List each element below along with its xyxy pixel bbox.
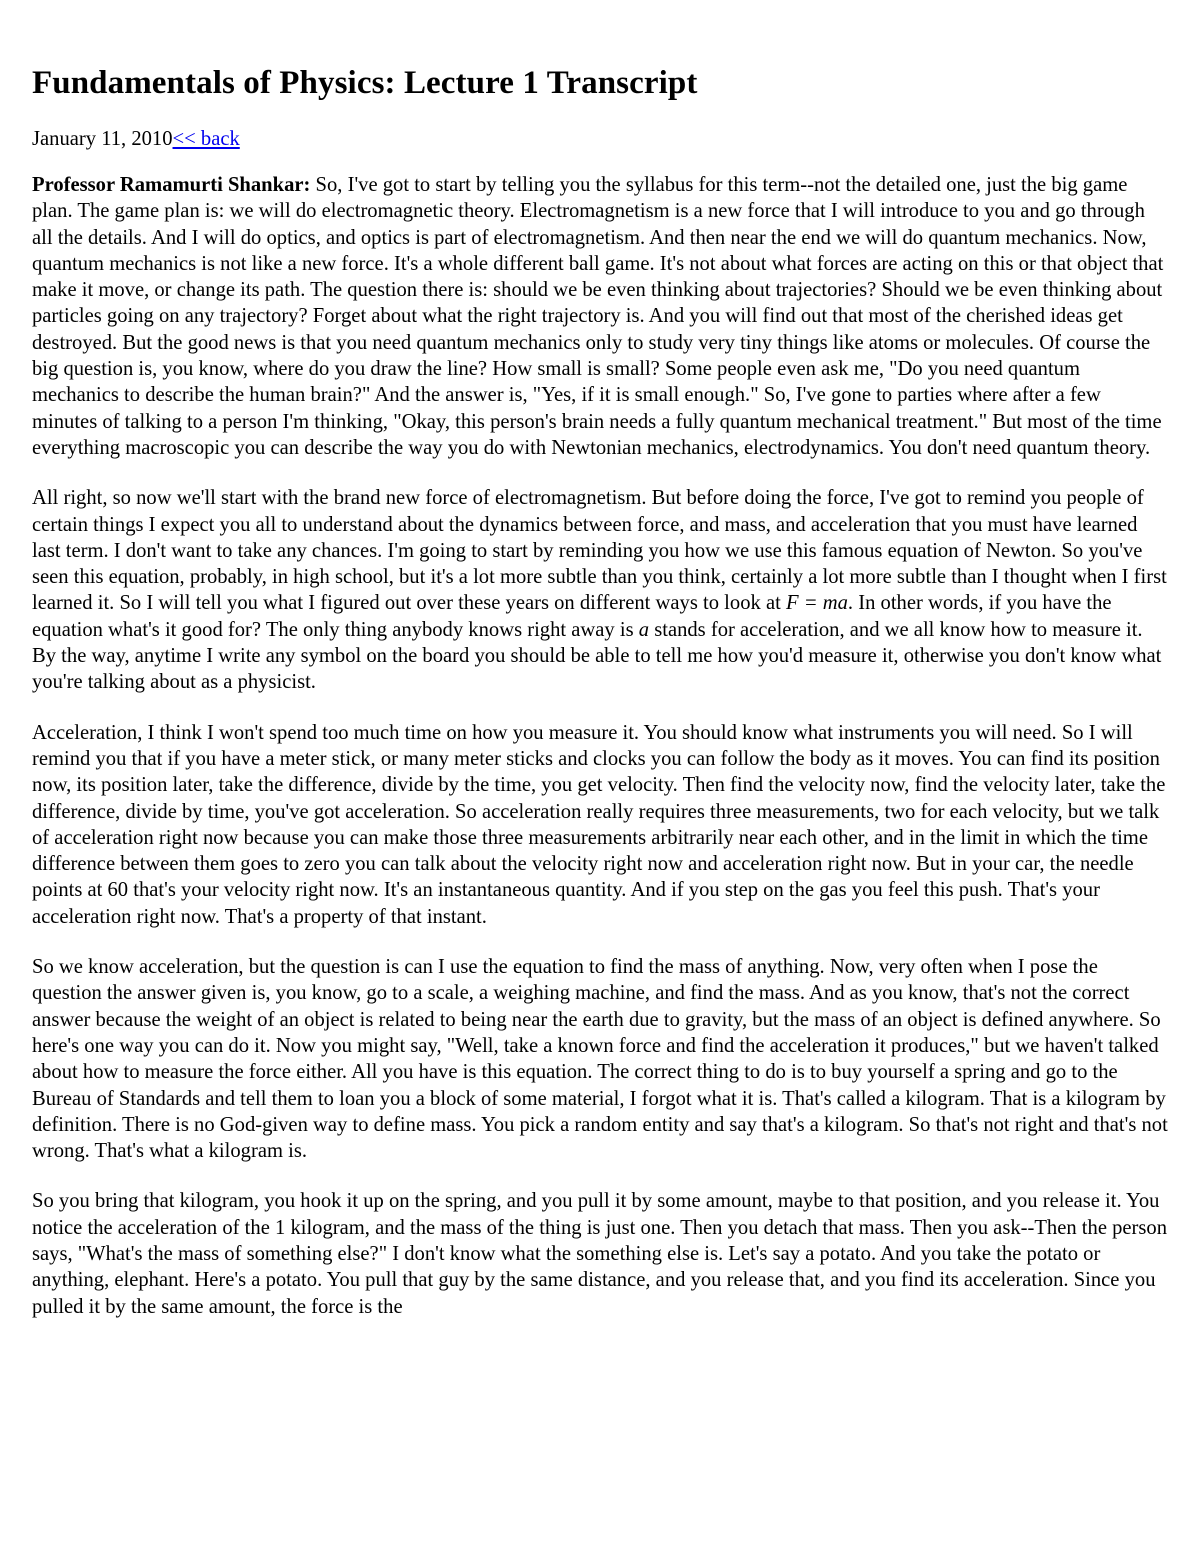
paragraph-1 bbox=[32, 172, 1168, 461]
paragraph-3: Acceleration, I think I won't spend too much time on how you measure it. You should know what instruments you will need. So I will remind you that if you have a meter stick, or many meter sticks and clocks you can follow the body as it moves. You can find its position now, its position later, take the difference, divide by the time, you get velocity. Then find the velocity now, find the velocity later, take the difference, divide by time, you've got acceleration. So acceleration really requires three measurements, two for each velocity, but we talk of acceleration right now because you can make those three measurements arbitrarily near each other, and in the limit in which the time difference between them goes to zero you can talk about the velocity right now and acceleration right now. But in your car, the needle points at 60 that's your velocity right now. It's an instantaneous quantity. And if you step on the gas you feel this push. That's your acceleration right now. That's a property of that instant. bbox=[32, 721, 1166, 928]
paragraph-1-text: So, I've got to start by telling you the syllabus for this term--not the detailed one, just the big game plan. The game plan is: we will do electromagnetic theory. Electromagnetism is a new force that I will introduce to you and go through all the details. And I will do optics, and optics is part of electromagnetism. And then near the end we will do quantum mechanics. Now, quantum mechanics is not like a new force. It's a whole different ball game. It's not about what forces are acting on this or that object that make it move, or change its path. The question there is: should we be even thinking about trajectories? Should we be even thinking about particles going on any trajectory? Forget about what the right trajectory is. And you will find out that most of the cherished ideas get destroyed. But the good news is that you need quantum mechanics only to study very tiny things like atoms or molecules. Of course the big question is, you know, where do you draw the line? How small is small? Some people even ask me, "Do you need quantum mechanics to describe the human brain?" And the answer is, "Yes, if it is small enough." So, I've gone to parties where after a few minutes of talking to a person I'm thinking, "Okay, this person's brain needs a fully quantum mechanical treatment." But most of the time everything macroscopic you can describe the way you do with Newtonian mechanics, electrodynamics. You don't need quantum theory. bbox=[32, 174, 1164, 459]
back-link[interactable]: << back bbox=[172, 128, 240, 150]
acceleration-symbol: a bbox=[638, 618, 650, 641]
transcript-page bbox=[32, 58, 1168, 1320]
paragraph-2-text-c: stands for acceleration, and we all know how to measure it. By the way, anytime I write any symbol on the board you should be able to tell me how you'd measure it, otherwise you don't know what you're talking about as a physicist. bbox=[32, 618, 1162, 694]
paragraph-2-text-b: . In other words, if you have the equation what's it good for? The only thing anybody knows right away is bbox=[32, 592, 1112, 641]
paragraph-2 bbox=[32, 485, 1168, 695]
page-title: Fundamentals of Physics: Lecture 1 Transcript bbox=[32, 65, 698, 101]
dateline bbox=[32, 126, 1168, 152]
paragraph-2-text-a: All right, so now we'll start with the brand new force of electromagnetism. But before doing the force, I've got to remind you people of certain things I expect you all to understand about the dynamics between force, and mass, and acceleration that you must have learned last term. I don't want to take any chances. I'm going to start by reminding you how we use this famous equation of Newton. So you've seen this equation, probably, in high school, but it's a lot more subtle than you think, certainly a lot more subtle than I thought when I first learned it. So I will tell you what I figured out over these years on different ways to look at bbox=[32, 487, 1167, 615]
speaker-name: Professor Ramamurti Shankar: bbox=[32, 174, 311, 196]
paragraph-4: So we know acceleration, but the question is can I use the equation to find the mass of anything. Now, very often when I pose the question the answer given is, you know, go to a scale, a weighing machine, and find the mass. And as you know, that's not the correct answer because the weight of an object is related to being near the earth due to gravity, but the mass of an object is defined anywhere. So here's one way you can do it. Now you might say, "Well, take a known force and find the acceleration it produces," but we haven't talked about how to measure the force either. All you have is this equation. The correct thing to do is to buy yourself a spring and go to the Bureau of Standards and tell them to loan you a block of some material, I forgot what it is. That's called a kilogram. That is a kilogram by definition. There is no God-given way to define mass. You pick a random entity and say that's a kilogram. So that's not right and that's not wrong. That's what a kilogram is. bbox=[32, 956, 1168, 1163]
lecture-date: January 11, 2010 bbox=[32, 128, 173, 150]
paragraph-5: So you bring that kilogram, you hook it up on the spring, and you pull it by some amount, maybe to that position, and you release it. You notice the acceleration of the 1 kilogram, and the mass of the thing is just one. Then you detach that mass. Then you ask--Then the person says, "What's the mass of something else?" I don't know what the something else is. Let's say a potato. And you take the potato or anything, elephant. Here's a potato. You pull that guy by the same distance, and you release that, and you find its acceleration. Since you pulled it by the same amount, the force is the bbox=[32, 1190, 1168, 1318]
newton-equation: F = ma bbox=[785, 592, 848, 615]
